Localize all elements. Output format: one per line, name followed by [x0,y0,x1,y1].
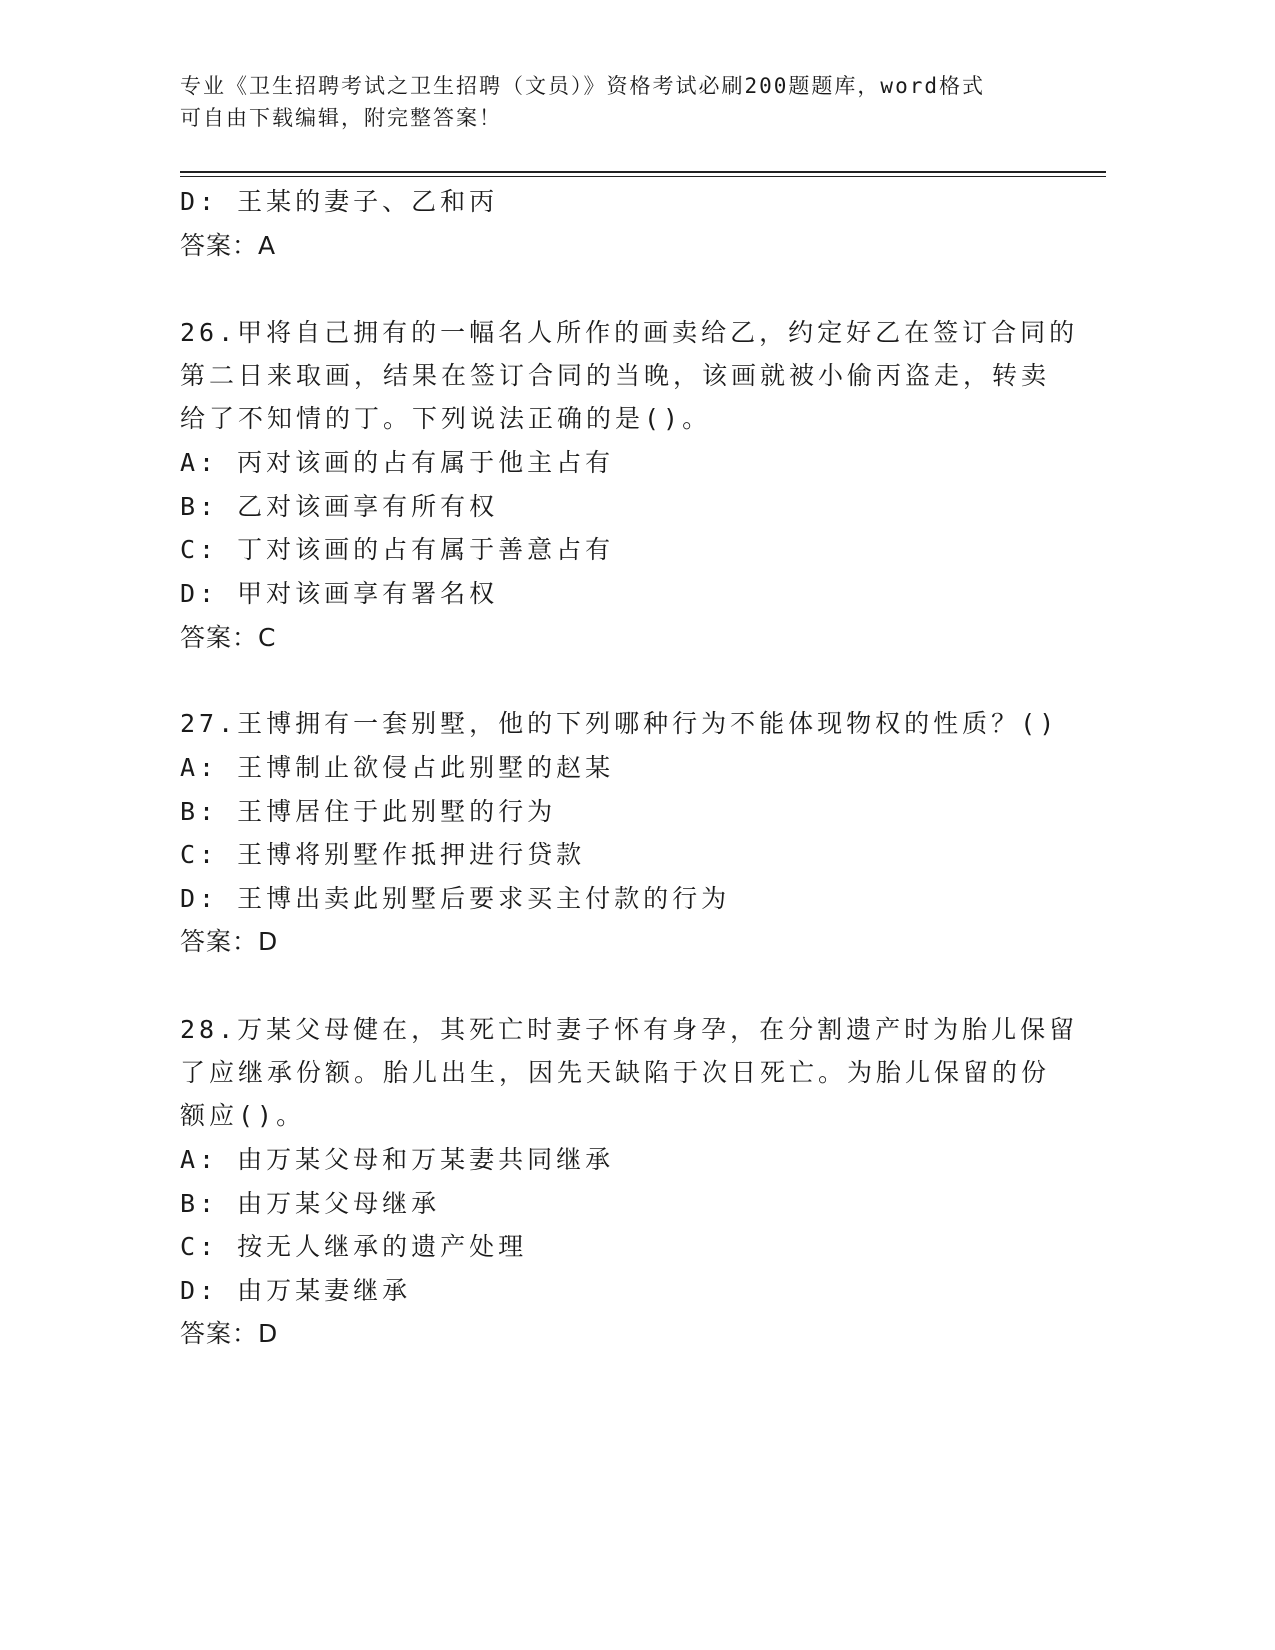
question-28-answer: 答案：D [180,1319,279,1348]
question-27-option-c: C: 王博将别墅作抵押进行贷款 [180,840,586,869]
question-26-answer: 答案：C [180,623,277,652]
header-line-1: 专业《卫生招聘考试之卫生招聘（文员）》资格考试必刷200题题库，word格式 [180,74,985,98]
header-divider [180,171,1106,177]
question-28-option-b: B: 由万某父母继承 [180,1189,441,1218]
header-line-2: 可自由下载编辑，附完整答案！ [180,106,502,130]
question-26-option-d: D: 甲对该画享有署名权 [180,579,499,608]
question-27-stem-line-1: 27.王博拥有一套别墅，他的下列哪种行为不能体现物权的性质？() [180,709,1059,738]
question-28-option-c: C: 按无人继承的遗产处理 [180,1232,528,1261]
option-d: D: 王某的妻子、乙和丙 [180,187,499,216]
question-27-option-d: D: 王博出卖此别墅后要求买主付款的行为 [180,884,731,913]
question-28-stem-line-3: 额应()。 [180,1101,306,1130]
question-26-option-b: B: 乙对该画享有所有权 [180,492,499,521]
question-26-stem-line-3: 给了不知情的丁。下列说法正确的是()。 [180,404,712,433]
question-26-stem-line-1: 26.甲将自己拥有的一幅名人所作的画卖给乙，约定好乙在签订合同的 [180,318,1079,347]
answer: 答案：A [180,231,277,260]
question-26-stem-line-2: 第二日来取画，结果在签订合同的当晚，该画就被小偷丙盗走，转卖 [180,361,1051,390]
question-28-option-a: A: 由万某父母和万某妻共同继承 [180,1145,615,1174]
question-26-option-c: C: 丁对该画的占有属于善意占有 [180,535,615,564]
question-28-stem-line-2: 了应继承份额。胎儿出生，因先天缺陷于次日死亡。为胎儿保留的份 [180,1058,1051,1087]
question-26-option-a: A: 丙对该画的占有属于他主占有 [180,448,615,477]
question-28-stem-line-1: 28.万某父母健在，其死亡时妻子怀有身孕，在分割遗产时为胎儿保留 [180,1015,1079,1044]
question-28-option-d: D: 由万某妻继承 [180,1276,412,1305]
question-27-option-a: A: 王博制止欲侵占此别墅的赵某 [180,753,615,782]
question-27-answer: 答案：D [180,927,279,956]
question-27-option-b: B: 王博居住于此别墅的行为 [180,797,557,826]
document-header [180,70,1040,134]
